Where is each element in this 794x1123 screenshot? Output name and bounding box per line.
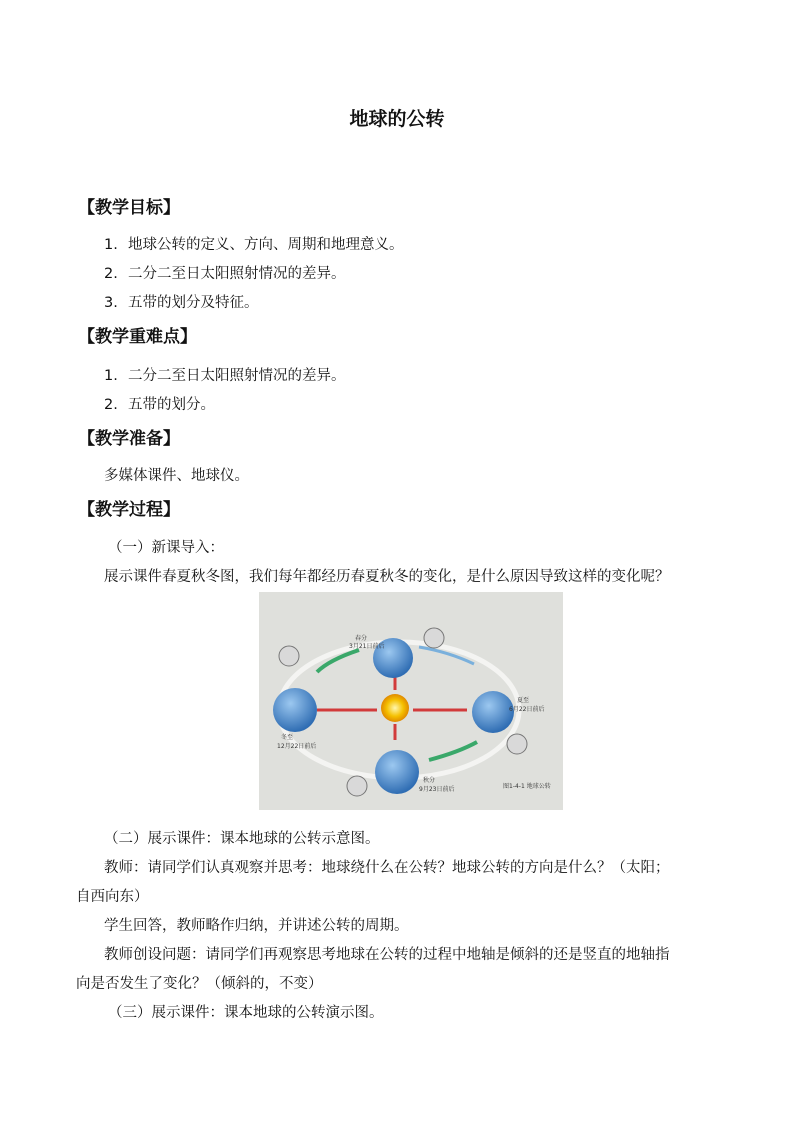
page-title: 地球的公转 [349,108,445,130]
prep-text: 多媒体课件、地球仪。 [104,468,249,484]
label-winter: 冬至 [281,734,294,741]
earth-summer [472,691,514,733]
figure-caption: 图1-4-1 地球公转 [503,783,551,790]
section-heading-keypoints: 【教学重难点】 [78,327,197,347]
process-paragraph: 向是否发生了变化？（倾斜的，不变） [76,976,323,992]
item-text: 五带的划分。 [128,397,215,413]
list-item [104,262,346,283]
section-heading-process: 【教学过程】 [78,500,180,520]
label-spring-date: 3月21日前后 [349,643,385,650]
globe-small [279,646,299,666]
item-text: 二分二至日太阳照射情况的差异。 [128,266,346,282]
item-number: 1. [104,368,118,384]
label-summer: 夏至 [517,697,530,704]
item-number: 2. [104,266,118,282]
label-autumn: 秋分 [423,777,436,784]
item-number: 1. [104,237,118,253]
list-item [104,364,346,385]
globe-small [424,628,444,648]
globe-small [347,776,367,796]
item-number: 2. [104,397,118,413]
label-autumn-date: 9月23日前后 [419,786,455,793]
process-step-3: （三）展示课件：课本地球的公转演示图。 [108,1005,384,1021]
section-heading-prep: 【教学准备】 [78,429,180,449]
process-step-1: （一）新课导入： [108,540,224,556]
earth-revolution-figure [259,592,563,810]
list-item [104,291,259,312]
globe-small [507,734,527,754]
process-paragraph: 学生回答，教师略作归纳，并讲述公转的周期。 [104,918,409,934]
item-text: 地球公转的定义、方向、周期和地理意义。 [128,237,404,253]
process-paragraph: 展示课件春夏秋冬图，我们每年都经历春夏秋冬的变化，是什么原因导致这样的变化呢？ [104,569,670,585]
list-item [104,393,215,414]
earth-winter [273,688,317,732]
item-number: 3. [104,295,118,311]
list-item [104,233,404,254]
process-paragraph: 自西向东） [76,889,149,905]
item-text: 二分二至日太阳照射情况的差异。 [128,368,346,384]
label-spring: 春分 [355,635,368,642]
section-heading-goals: 【教学目标】 [78,198,180,218]
sun [381,694,409,722]
label-winter-date: 12月22日前后 [277,743,317,750]
label-summer-date: 6月22日前后 [509,706,545,713]
process-paragraph: 教师：请同学们认真观察并思考：地球绕什么在公转？地球公转的方向是什么？（太阳； [104,860,670,876]
process-step-2: （二）展示课件：课本地球的公转示意图。 [104,831,380,847]
item-text: 五带的划分及特征。 [128,295,259,311]
process-paragraph: 教师创设问题：请同学们再观察思考地球在公转的过程中地轴是倾斜的还是竖直的地轴指 [104,947,670,963]
earth-autumn [375,750,419,794]
